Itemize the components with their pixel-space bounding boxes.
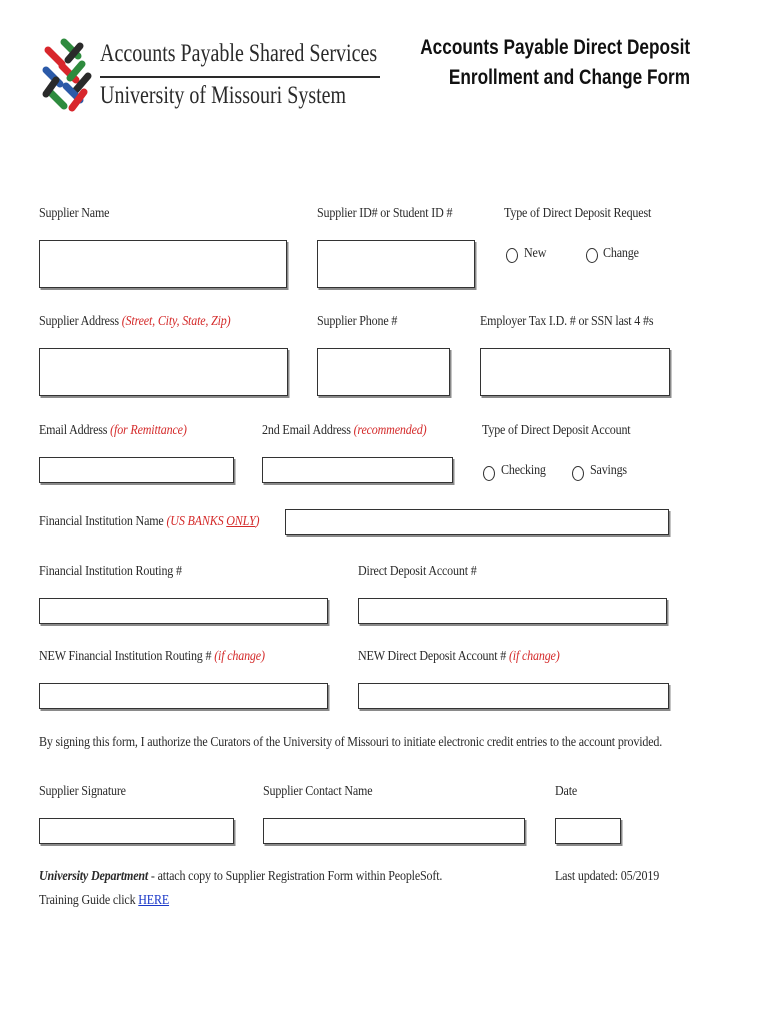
- supplier-id-field[interactable]: [317, 240, 475, 288]
- tax-id-field[interactable]: [480, 348, 670, 396]
- email2-label: [262, 423, 426, 439]
- email2-text: 2nd Email Address: [262, 423, 351, 438]
- logo-mark-icon: [40, 36, 96, 116]
- logo: [40, 36, 378, 116]
- new-routing-note: (if change): [214, 649, 265, 664]
- account-savings-label: Savings: [590, 463, 627, 478]
- department-note-bold: University Department: [39, 869, 149, 884]
- fi-name-note: (US BANKS ONLY): [166, 514, 260, 529]
- new-account-label: [358, 649, 560, 665]
- email-note: (for Remittance): [110, 423, 187, 438]
- supplier-address-text: Supplier Address: [39, 314, 119, 329]
- date-label: Date: [555, 784, 578, 799]
- department-note-text: - attach copy to Supplier Registration Form within PeopleSoft.: [148, 869, 443, 884]
- routing-label: Financial Institution Routing #: [39, 564, 182, 579]
- training-guide-text: Training Guide click: [39, 893, 139, 908]
- contact-name-field[interactable]: [263, 818, 525, 844]
- supplier-phone-field[interactable]: [317, 348, 450, 396]
- training-guide-link[interactable]: HERE: [138, 893, 170, 908]
- date-field[interactable]: [555, 818, 621, 844]
- supplier-name-label: Supplier Name: [39, 206, 110, 221]
- fi-name-text: Financial Institution Name: [39, 514, 164, 529]
- last-updated: Last updated: 05/2019: [555, 869, 660, 884]
- contact-name-label: Supplier Contact Name: [263, 784, 373, 799]
- logo-divider: [100, 76, 380, 78]
- supplier-id-label: Supplier ID# or Student ID #: [317, 206, 453, 221]
- account-label: Direct Deposit Account #: [358, 564, 477, 579]
- account-checking-radio[interactable]: [483, 466, 495, 481]
- account-checking-label: Checking: [501, 463, 546, 478]
- request-type-label: Type of Direct Deposit Request: [504, 206, 652, 221]
- email-label: [39, 423, 187, 439]
- email-text: Email Address: [39, 423, 108, 438]
- new-account-note: (if change): [508, 649, 560, 664]
- request-new-radio[interactable]: [506, 248, 518, 263]
- supplier-phone-label: Supplier Phone #: [317, 314, 398, 329]
- training-guide: [39, 893, 169, 909]
- routing-field[interactable]: [39, 598, 328, 624]
- supplier-name-field[interactable]: [39, 240, 287, 288]
- tax-id-label: Employer Tax I.D. # or SSN last 4 #s: [480, 314, 654, 329]
- new-account-text: NEW Direct Deposit Account #: [358, 649, 507, 664]
- request-change-label: Change: [603, 246, 639, 261]
- account-field[interactable]: [358, 598, 667, 624]
- signature-field[interactable]: [39, 818, 234, 844]
- supplier-address-note: (Street, City, State, Zip): [121, 314, 231, 329]
- new-routing-text: NEW Financial Institution Routing #: [39, 649, 212, 664]
- email-field[interactable]: [39, 457, 234, 483]
- fi-name-label: [39, 514, 259, 530]
- department-note: [39, 869, 442, 885]
- account-type-label: Type of Direct Deposit Account: [482, 423, 631, 438]
- logo-line2: University of Missouri System: [100, 82, 347, 109]
- signature-label: Supplier Signature: [39, 784, 126, 799]
- logo-line1: Accounts Payable Shared Services: [100, 40, 378, 67]
- fi-name-field[interactable]: [285, 509, 669, 535]
- email2-note: (recommended): [353, 423, 427, 438]
- new-account-field[interactable]: [358, 683, 669, 709]
- email2-field[interactable]: [262, 457, 453, 483]
- request-new-label: New: [524, 246, 547, 261]
- new-routing-label: [39, 649, 265, 665]
- supplier-address-field[interactable]: [39, 348, 288, 396]
- form-title-line1: Accounts Payable Direct Deposit: [420, 36, 690, 59]
- authorization-statement: By signing this form, I authorize the Curators of the University of Missouri to initiate electronic credit entries to the account provided.: [39, 735, 663, 750]
- account-savings-radio[interactable]: [572, 466, 584, 481]
- form-title-line2: Enrollment and Change Form: [448, 66, 690, 89]
- request-change-radio[interactable]: [586, 248, 598, 263]
- new-routing-field[interactable]: [39, 683, 328, 709]
- supplier-address-label: [39, 314, 230, 330]
